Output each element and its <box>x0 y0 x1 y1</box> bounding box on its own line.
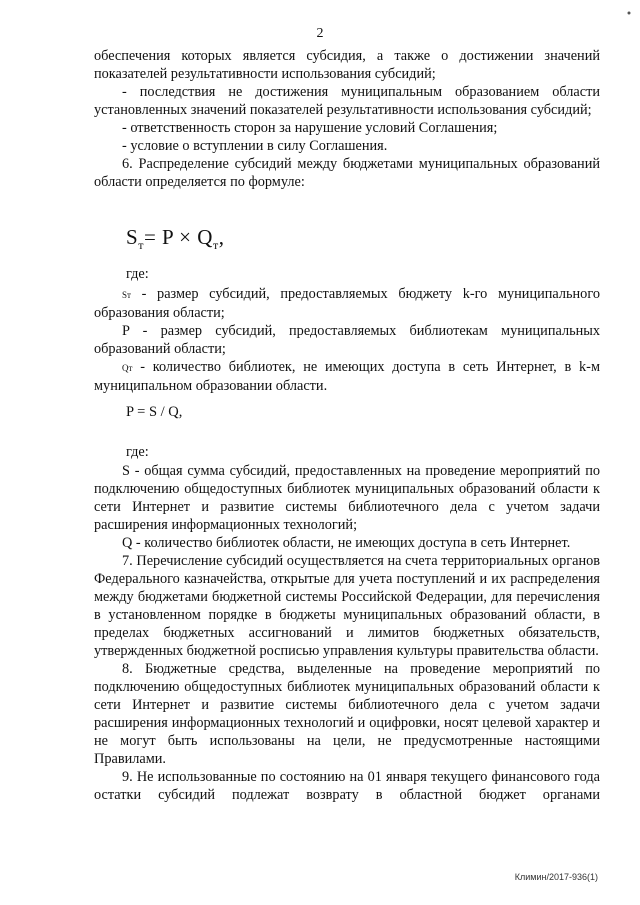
formula-s: S <box>126 225 139 249</box>
where-label-1: где: <box>126 266 149 282</box>
text-block-top <box>94 47 600 191</box>
definition-s <box>94 285 600 322</box>
formula-subsidy <box>126 225 224 253</box>
formula-p: P = S / Q, <box>126 404 183 420</box>
paragraph-item-6: 6. Распределение субсидий между бюджетами муниципальных образований области определяется по формуле: <box>94 156 600 190</box>
paragraph-consequence: - последствия не достижения муниципальным образованием области установленных значений показателей результативности использования субсидий; <box>94 84 600 118</box>
definition-p: P - размер субсидий, предоставляемых библиотекам муниципальных образований области; <box>94 323 600 357</box>
definitions-block-1 <box>94 285 600 395</box>
scan-mark-icon <box>626 10 632 16</box>
text-block-bottom <box>94 462 600 804</box>
paragraph-continuation: обеспечения которых является субсидия, а также о достижении значений показателей результативности использования субсидий; <box>94 48 600 82</box>
paragraph-item-9: 9. Не использованные по состоянию на 01 января текущего финансового года остатки субсидий подлежат возврату в областной бюджет органами <box>94 769 600 803</box>
formula-tail: , <box>218 225 225 249</box>
formula-q-sub: т <box>212 238 219 253</box>
definition-s-total: S - общая сумма субсидий, предоставленных на проведение мероприятий по подключению общедоступных библиотек муниципальных образований области к сети Интернет и развитие системы библиотечного дела с учетом задачи расширения информационных технологий; <box>94 463 600 533</box>
definition-q-text: - количество библиотек, не имеющих доступа в сеть Интернет, в k-м муниципальном образовании области. <box>94 359 600 394</box>
paragraph-effect-condition: - условие о вступлении в силу Соглашения. <box>122 138 388 154</box>
paragraph-item-7: 7. Перечисление субсидий осуществляется на счета территориальных органов Федерального казначейства, открытые для учета поступлений и их распределения между бюджетами бюджетной системы Российской Федерации, для перечисления в установленном порядке в бюджеты муниципальных образований области, в пределах бюджетных ассигнований и лимитов бюджетных обязательств, утвержденных бюджетной росписью управления культуры правительства области. <box>94 553 600 659</box>
where-label-2: где: <box>126 444 149 460</box>
definition-q-total: Q - количество библиотек области, не имеющих доступа в сеть Интернет. <box>122 535 571 551</box>
definition-q-symbol: Qт <box>122 363 133 373</box>
document-footer-code: Климин/2017-936(1) <box>514 872 598 882</box>
definition-s-text: - размер субсидий, предоставляемых бюджету k-го муниципального образования области; <box>94 286 600 321</box>
paragraph-item-8: 8. Бюджетные средства, выделенные на проведение мероприятий по подключению общедоступных библиотек муниципальных образований области к сети Интернет и развитие системы библиотечного дела с учетом задачи расширения информационных технологий и оцифровки, носят целевой характер и не могут быть использованы на цели, не предусмотренные настоящими Правилами. <box>94 661 600 767</box>
formula-s-sub: т <box>138 238 144 253</box>
formula-rest: = P × Q <box>143 225 213 249</box>
paragraph-responsibility: - ответственность сторон за нарушение условий Соглашения; <box>122 120 498 136</box>
definition-s-symbol: Sт <box>122 290 131 300</box>
definition-q <box>94 358 600 395</box>
page-number: 2 <box>316 26 324 41</box>
